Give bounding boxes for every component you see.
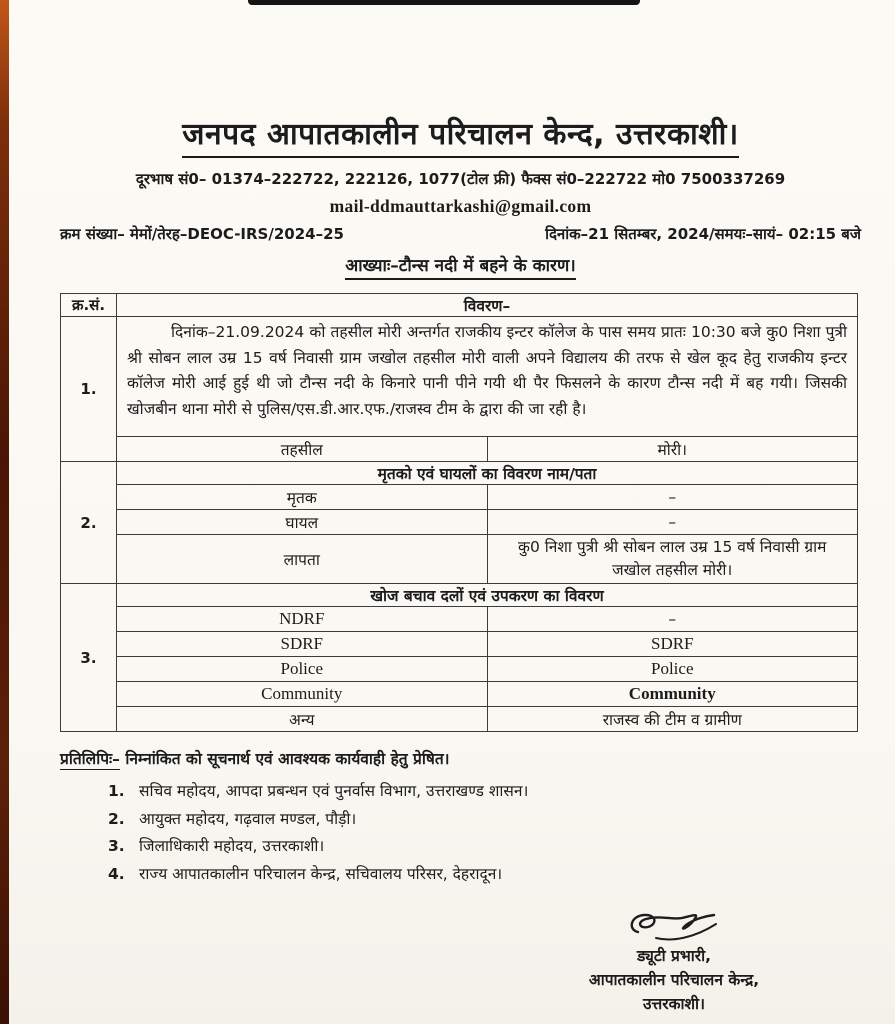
col-header-details: विवरण– <box>117 294 858 317</box>
table-row <box>61 657 858 682</box>
community-label: Community <box>117 682 488 707</box>
signatory-designation: ड्यूटी प्रभारी, <box>636 947 712 965</box>
sdrf-label: SDRF <box>117 632 488 657</box>
item-number: 3. <box>108 837 125 855</box>
item-number: 2. <box>108 809 125 828</box>
scan-top-shadow <box>248 0 640 5</box>
table-row <box>61 707 858 732</box>
table-row <box>61 535 858 584</box>
police-value: Police <box>487 657 858 682</box>
memo-datetime: दिनांक–21 सितम्बर, 2024/समयः–सायं– 02:15 बजे <box>545 225 861 243</box>
item-number: 4. <box>108 864 125 883</box>
copy-to-heading <box>60 747 861 769</box>
table-row <box>61 317 858 437</box>
memo-number: क्रम संख्या– मेमों/तेरह–DEOC-IRS/2024–25 <box>60 225 344 243</box>
tehsil-label: तहसील <box>117 437 488 462</box>
table-row <box>61 584 858 607</box>
other-value: राजस्व की टीम व ग्रामीण <box>487 707 858 732</box>
copy-to-text: निम्नांकित को सूचनार्थ एवं आवश्यक कार्यवाही हेतु प्रेषित। <box>125 750 450 768</box>
casualty-section-header: मृतको एवं घायलों का विवरण नाम/पता <box>117 462 858 485</box>
section3-number: 3. <box>61 584 117 732</box>
contact-email: mail-ddmauttarkashi@gmail.com <box>329 196 592 216</box>
page-title: जनपद आपातकालीन परिचालन केन्द, उत्तरकाशी। <box>182 112 739 158</box>
missing-label: लापता <box>117 535 488 584</box>
list-item <box>108 861 861 889</box>
copy-to-label: प्रतिलिपिः– <box>60 750 120 768</box>
table-row <box>61 682 858 707</box>
list-item <box>108 833 861 861</box>
recipient-text: सचिव महोदय, आपदा प्रबन्धन एवं पुनर्वास विभाग, उत्तराखण्ड शासन। <box>139 782 529 800</box>
table-header-row <box>61 294 858 317</box>
injured-label: घायल <box>117 510 488 535</box>
subject-line: आख्याः–टौन्स नदी में बहने के कारण। <box>345 253 575 280</box>
missing-value: कु0 निशा पुत्री श्री सोबन लाल उम्र 15 वर्ष निवासी ग्राम जखोल तहसील मोरी। <box>487 535 858 584</box>
dead-value: – <box>487 485 858 510</box>
scan-left-edge <box>0 0 9 1024</box>
table-row <box>61 437 858 462</box>
tehsil-value: मोरी। <box>487 437 858 462</box>
other-label: अन्य <box>117 707 488 732</box>
table-row <box>61 485 858 510</box>
sdrf-value: SDRF <box>487 632 858 657</box>
section1-number: 1. <box>61 317 117 462</box>
copy-recipient-list <box>60 778 861 888</box>
incident-description-cell <box>117 317 858 437</box>
police-label: Police <box>117 657 488 682</box>
contact-phone-line: दूरभाष सं0– 01374–222722, 222126, 1077(टोल फ्री) फैक्स सं0–222722 मो0 7500337269 <box>135 170 786 188</box>
memo-meta-row <box>60 224 861 244</box>
table-row <box>61 462 858 485</box>
item-number: 1. <box>108 782 125 800</box>
ndrf-value: – <box>487 607 858 632</box>
list-item <box>108 778 861 806</box>
col-header-serial: क्र.सं. <box>61 294 117 317</box>
handwritten-signature <box>622 908 726 946</box>
incident-description: दिनांक–21.09.2024 को तहसील मोरी अन्तर्गत राजकीय इन्टर कॉलेज के पास समय प्रातः 10:30 बजे कु0 निशा पुत्री श्री सोबन लाल उम्र 15 वर्ष निवासी ग्राम जखोल तहसील मोरी वाली अपने विद्यालय की तरफ से खेल कूद हेतु राजकीय इन्टर कॉलेज मोरी आई हुई थी जो टौन्स नदी के किनारे पानी पीने गयी थी पैर फिसलने के कारण टौन्स नदी में बह गयी। जिसकी खोजबीन थाना मोरी से पुलिस/एस.डी.आर.एफ./राजस्व टीम के द्वारा की जा रही है। <box>127 323 847 418</box>
section2-number: 2. <box>61 462 117 584</box>
list-item <box>108 806 861 834</box>
signatory-place: उत्तरकाशी। <box>643 995 705 1013</box>
community-value: Community <box>487 682 858 707</box>
injured-value: – <box>487 510 858 535</box>
recipient-text: जिलाधिकारी महोदय, उत्तरकाशी। <box>139 837 325 855</box>
table-row <box>61 632 858 657</box>
recipient-text: आयुक्त महोदय, गढ़वाल मण्डल, पौड़ी। <box>139 809 357 828</box>
signatory-office: आपातकालीन परिचालन केन्द्र, <box>588 971 760 989</box>
table-row <box>61 607 858 632</box>
signature-block <box>539 908 809 1016</box>
rescue-section-header: खोज बचाव दलों एवं उपकरण का विवरण <box>117 584 858 607</box>
dead-label: मृतक <box>117 485 488 510</box>
incident-report-table <box>60 293 858 732</box>
recipient-text: राज्य आपातकालीन परिचालन केन्द्र, सचिवालय परिसर, देहरादून। <box>139 864 503 883</box>
table-row <box>61 510 858 535</box>
ndrf-label: NDRF <box>117 607 488 632</box>
